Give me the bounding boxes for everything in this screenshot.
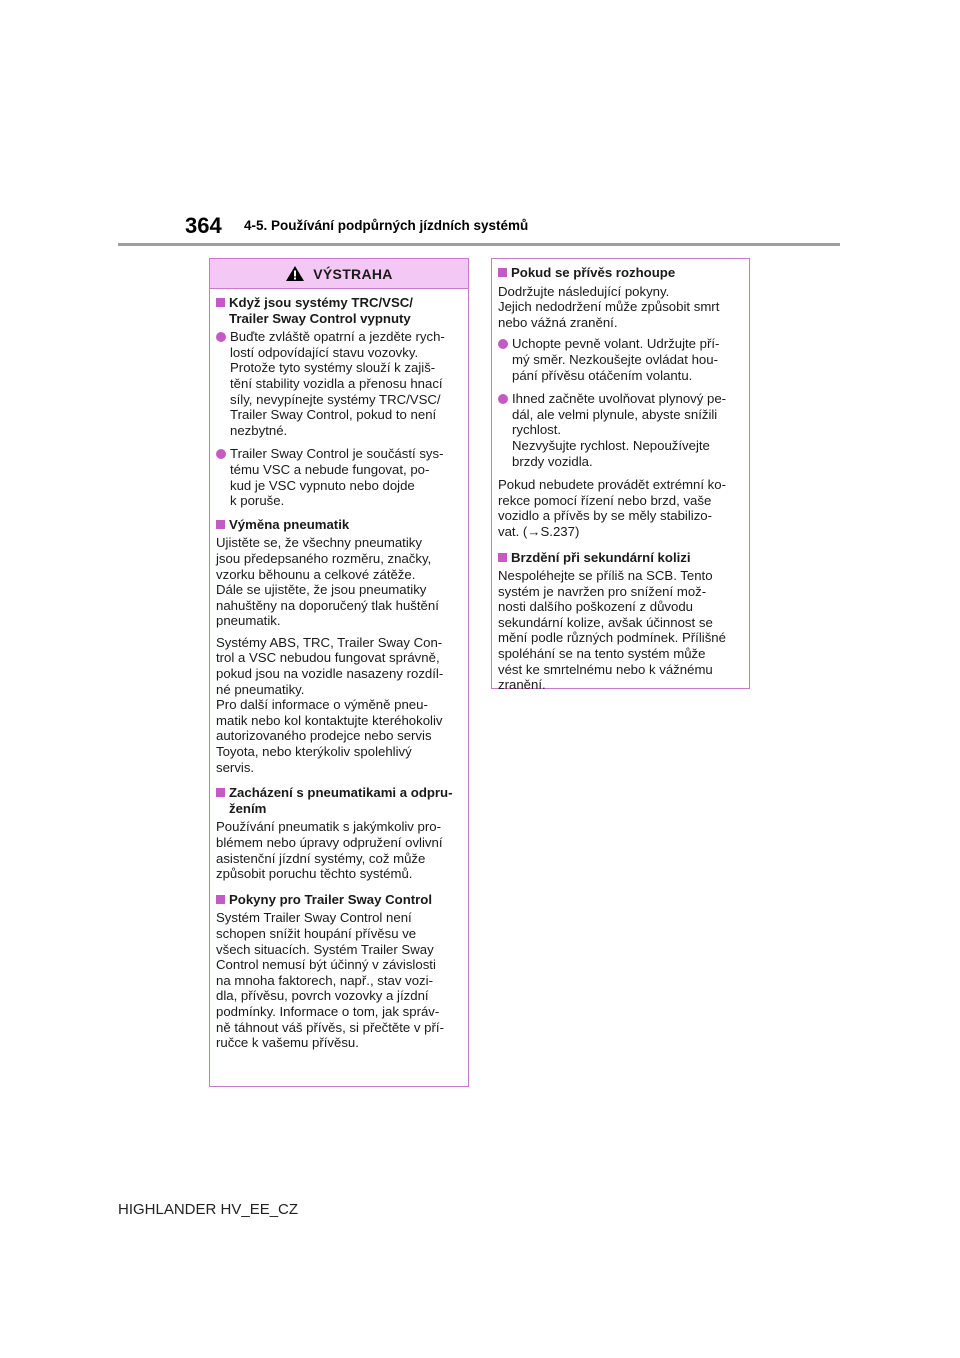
heading-text: Když jsou systémy TRC/VSC/ Trailer Sway Control vypnuty: [229, 295, 413, 326]
paragraph: Dodržujte následující pokyny. Jejich nedodržení může způsobit smrt nebo vážná zranění.: [498, 283, 720, 330]
header-rule: [118, 243, 840, 246]
paragraph: Systém Trailer Sway Control není schopen snížit houpání přívěsu ve všech situacích. Systém Trailer Sway Control nemusí být účinný v závislosti na mnoha faktorech, např., stav vozi- dla, přívěsu, povrch vozovky a jízdní podmínky. Informace o tom, jak správ- ně táhnout váš přívěs, si přečtěte v pří- ručce k vašemu přívěsu.: [216, 910, 444, 1051]
heading-secondary-collision-braking: [498, 550, 744, 566]
list-item-text: Uchopte pevně volant. Udržujte pří- mý směr. Nezkoušejte ovládat hou- pání přívěsu otáčením volantu.: [512, 336, 720, 383]
list-item: [216, 329, 462, 438]
heading-trailer-sway-instructions: [216, 892, 462, 908]
warning-content-right: [492, 259, 749, 703]
round-bullet-icon: [498, 339, 508, 349]
heading-text: Zacházení s pneumatikami a odpru- žením: [229, 785, 453, 816]
heading-text: Pokyny pro Trailer Sway Control: [229, 891, 432, 907]
round-bullet-icon: [216, 332, 226, 342]
heading-trc-vsc-off: [216, 295, 462, 326]
heading-trailer-sway: [498, 265, 744, 281]
square-bullet-icon: [498, 553, 507, 562]
list-item: [498, 336, 744, 383]
heading-text: Pokud se přívěs rozhoupe: [511, 265, 676, 280]
square-bullet-icon: [216, 788, 225, 797]
square-bullet-icon: [216, 520, 225, 529]
round-bullet-icon: [498, 394, 508, 404]
list-item-text: Ihned začněte uvolňovat plynový pe- dál, ale velmi plynule, abyste snížili rychlost. Nezvyšujte rychlost. Nepoužívejte brzdy vozidla.: [512, 391, 727, 469]
heading-text: Výměna pneumatik: [229, 516, 350, 532]
paragraph: Používání pneumatik s jakýmkoliv pro- blémem nebo úpravy odpružení ovlivní asistenční jízdní systémy, což může způsobit poruchu těchto systémů.: [216, 819, 443, 882]
square-bullet-icon: [216, 298, 225, 307]
paragraph: Systémy ABS, TRC, Trailer Sway Con- trol a VSC nebudou fungovat správně, pokud jsou na vozidle nasazeny rozdíl- né pneumatiky. Pro další informace o výměně pneu- matik nebo kol kontaktujte kteréhokoliv autorizovaného prodejce nebo servis Toyota, nebo kterýkoliv spolehlivý servis.: [216, 634, 444, 775]
paragraph: Ujistěte se, že všechny pneumatiky jsou předepsaného rozměru, značky, vzorku běhounu a celkové zátěže. Dále se ujistěte, že jsou pneumatiky nahuštěny na doporučený tlak huštění pneumatik.: [216, 535, 439, 629]
warning-content-left: [210, 289, 468, 1061]
list-item: [216, 446, 462, 508]
warning-triangle-icon: [285, 265, 305, 282]
heading-text: Brzdění při sekundární kolizi: [511, 549, 691, 565]
page-number: 364: [185, 213, 222, 238]
warning-box: [209, 258, 469, 1087]
warning-title: VÝSTRAHA: [313, 265, 393, 282]
warning-box-continued: [491, 258, 750, 693]
paragraph: Nespoléhejte se příliš na SCB. Tento systém je navržen pro snížení mož- nosti dalšího poškození z důvodu sekundární kolize, avšak účinnost se mění podle různých podmínek. Přílišné spoléhání se na tento systém může vést ke smrtelnému nebo k vážnému zranění.: [498, 568, 726, 693]
footer-model-code: HIGHLANDER HV_EE_CZ: [118, 1201, 299, 1218]
list-item: [498, 391, 744, 469]
paragraph: Pokud nebudete provádět extrémní ko- rekce pomocí řízení nebo brzd, vaše vozidlo a přívěs by se měly stabilizo- vat. (→S.237): [498, 477, 726, 539]
heading-tire-replacement: [216, 517, 462, 533]
section-title: 4-5. Používání podpůrných jízdních systémů: [244, 218, 529, 233]
square-bullet-icon: [498, 268, 507, 277]
round-bullet-icon: [216, 449, 226, 459]
list-item-text: Trailer Sway Control je součástí sys- tému VSC a nebude fungovat, po- kud je VSC vypnuto nebo dojde k poruše.: [230, 446, 444, 509]
warning-header: [210, 259, 468, 289]
list-item-text: Buďte zvláště opatrní a jezděte rych- lostí odpovídající stavu vozovky. Protože tyto systémy slouží k zajiš- tění stability vozidla a přenosu hnací síly, nevypínejte systémy TRC/VSC/ Trailer Sway Control, pokud to není nezbytné.: [230, 329, 445, 438]
heading-tires-suspension: [216, 785, 462, 816]
square-bullet-icon: [216, 895, 225, 904]
